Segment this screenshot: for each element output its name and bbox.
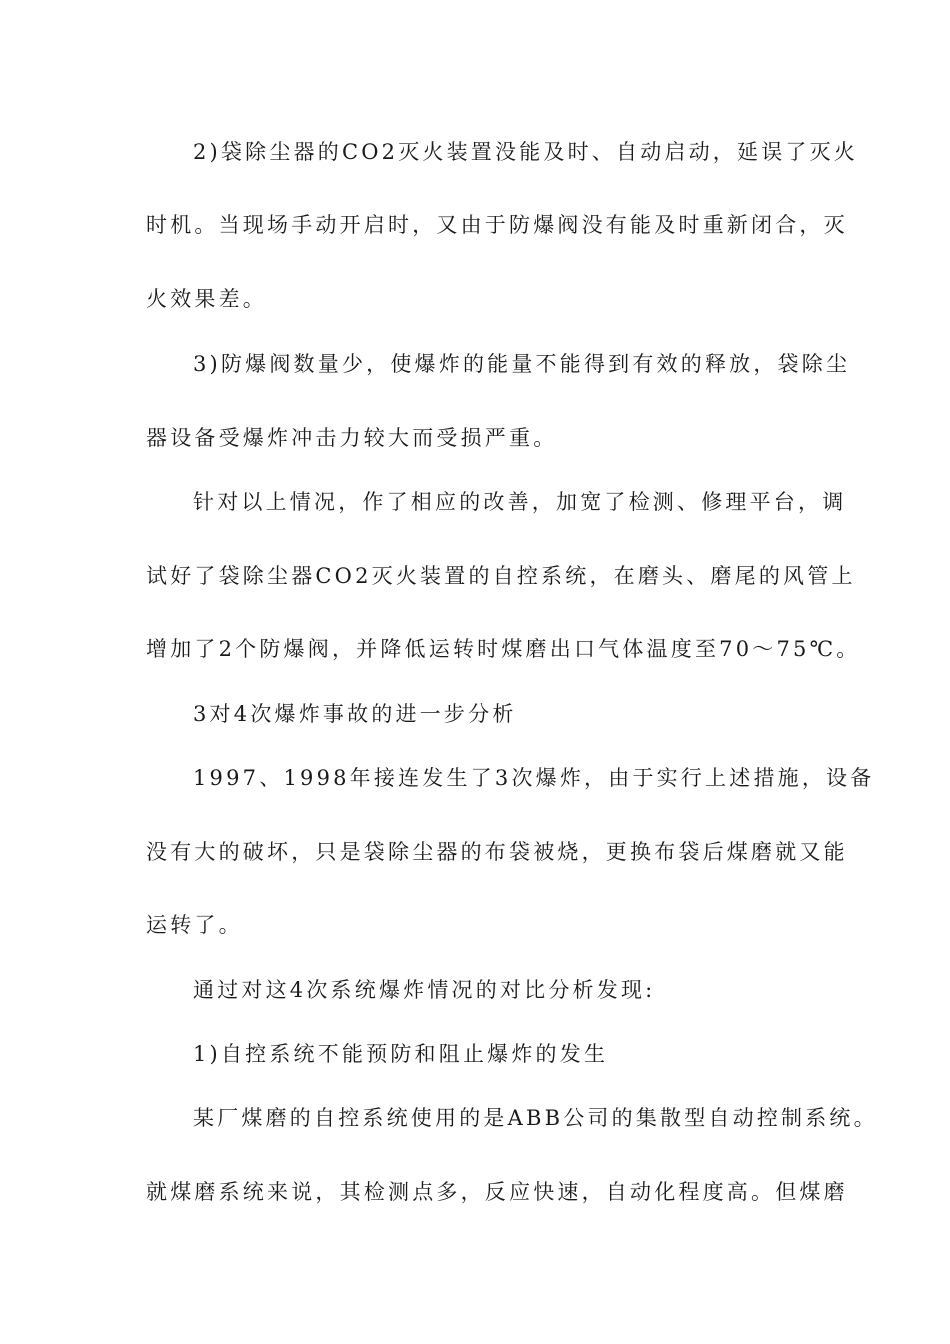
paragraph-line: 1)自控系统不能预防和阻止爆炸的发生 bbox=[193, 1042, 609, 1066]
paragraph-line: 2)袋除尘器的CO2灭火装置没能及时、自动启动，延误了灭火 bbox=[193, 140, 858, 164]
section-heading: 3对4次爆炸事故的进一步分析 bbox=[193, 702, 517, 726]
paragraph-line: 火效果差。 bbox=[146, 287, 267, 311]
paragraph-line: 某厂煤磨的自控系统使用的是ABB公司的集散型自动控制系统。 bbox=[193, 1106, 878, 1130]
paragraph-line: 没有大的破坏，只是袋除尘器的布袋被烧，更换布袋后煤磨就又能 bbox=[146, 840, 848, 864]
paragraph-line: 器设备受爆炸冲击力较大而受损严重。 bbox=[146, 426, 558, 450]
paragraph-line: 针对以上情况，作了相应的改善，加宽了检测、修理平台，调 bbox=[193, 490, 847, 514]
paragraph-line: 运转了。 bbox=[146, 913, 243, 937]
paragraph-line: 试好了袋除尘器CO2灭火装置的自控系统，在磨头、磨尾的风管上 bbox=[146, 564, 856, 588]
paragraph-line: 通过对这4次系统爆炸情况的对比分析发现: bbox=[193, 978, 656, 1002]
paragraph-line: 增加了2个防爆阀，并降低运转时煤磨出口气体温度至70～75℃。 bbox=[146, 637, 861, 661]
paragraph-line: 时机。当现场手动开启时，又由于防爆阀没有能及时重新闭合，灭 bbox=[146, 213, 848, 237]
paragraph-line: 就煤磨系统来说，其检测点多，反应快速，自动化程度高。但煤磨 bbox=[146, 1180, 848, 1204]
paragraph-line: 1997、1998年接连发生了3次爆炸，由于实行上述措施，设备 bbox=[193, 766, 875, 790]
paragraph-line: 3)防爆阀数量少，使爆炸的能量不能得到有效的释放，袋除尘 bbox=[193, 352, 851, 376]
